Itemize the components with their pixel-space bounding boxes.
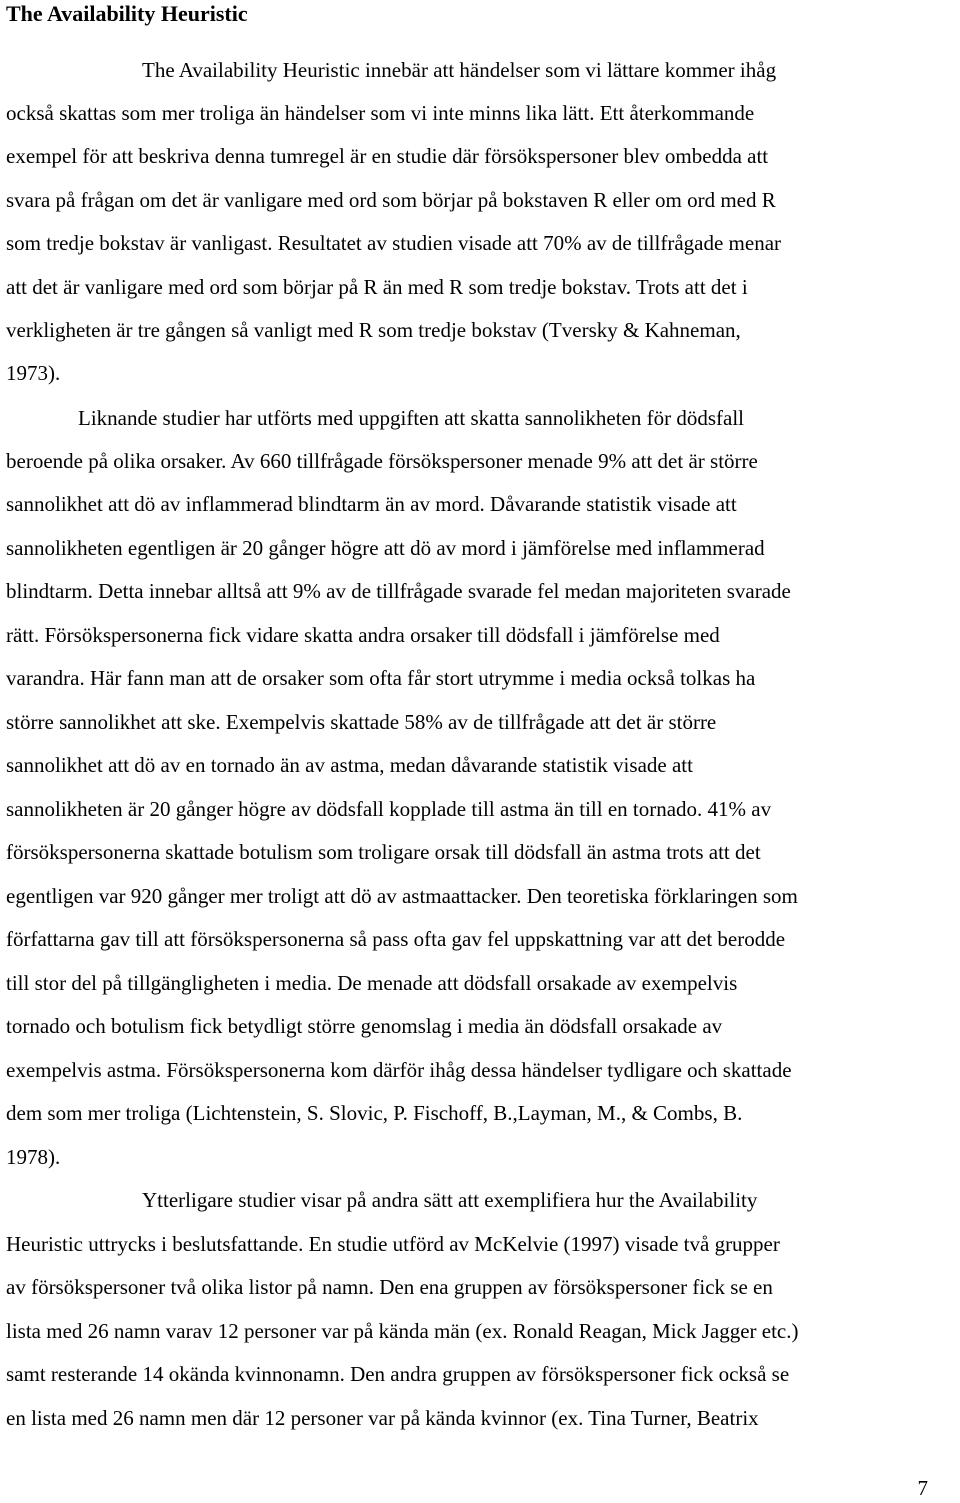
text-line: samt resterande 14 okända kvinnonamn. Den andra gruppen av försökspersoner fick också se: [6, 1362, 790, 1386]
text-line: författarna gav till att försökspersonerna så pass ofta gav fel uppskattning var att det berodde: [6, 927, 786, 951]
text-line: egentligen var 920 gånger mer troligt att dö av astmaattacker. Den teoretiska förklaringen som: [6, 884, 798, 908]
page-number: 7: [917, 1476, 928, 1500]
text-line: tornado och botulism fick betydligt större genomslag i media än dödsfall orsakade av: [6, 1014, 723, 1038]
text-line: The Availability Heuristic innebär att händelser som vi lättare kommer ihåg: [142, 58, 777, 82]
text-line: Heuristic uttrycks i beslutsfattande. En studie utförd av McKelvie (1997) visade två grupper: [6, 1232, 780, 1256]
text-line: blindtarm. Detta innebar alltså att 9% av de tillfrågade svarade fel medan majoriteten svarade: [6, 579, 791, 603]
text-line: beroende på olika orsaker. Av 660 tillfrågade försökspersoner menade 9% att det är större: [6, 449, 758, 473]
section-heading: The Availability Heuristic: [6, 1, 248, 26]
text-line: av försökspersoner två olika listor på namn. Den ena gruppen av försökspersoner fick se en: [6, 1275, 773, 1299]
text-line: sannolikheten är 20 gånger högre av dödsfall kopplade till astma än till en tornado. 41% av: [6, 797, 772, 821]
text-line: verkligheten är tre gången så vanligt med R som tredje bokstav (Tversky & Kahneman,: [6, 318, 741, 342]
text-line: sannolikhet att dö av en tornado än av astma, medan dåvarande statistik visade att: [6, 753, 693, 777]
text-line: Ytterligare studier visar på andra sätt att exemplifiera hur the Availability: [142, 1188, 758, 1212]
text-line: en lista med 26 namn men där 12 personer var på kända kvinnor (ex. Tina Turner, Beatrix: [6, 1406, 759, 1430]
text-line: dem som mer troliga (Lichtenstein, S. Slovic, P. Fischoff, B.,Layman, M., & Combs, B.: [6, 1101, 743, 1125]
text-line: 1973).: [6, 361, 61, 385]
text-line: sannolikheten egentligen är 20 gånger högre att dö av mord i jämförelse med inflammerad: [6, 536, 765, 560]
text-line: också skattas som mer troliga än händelser som vi inte minns lika lätt. Ett återkommande: [6, 101, 755, 125]
text-line: exempel för att beskriva denna tumregel är en studie där försökspersoner blev ombedda att: [6, 144, 769, 168]
text-line: lista med 26 namn varav 12 personer var på kända män (ex. Ronald Reagan, Mick Jagger etc.): [6, 1319, 799, 1343]
text-line: 1978).: [6, 1145, 61, 1169]
text-line: rätt. Försökspersonerna fick vidare skatta andra orsaker till dödsfall i jämförelse med: [6, 623, 720, 647]
text-line: sannolikhet att dö av inflammerad blindtarm än av mord. Dåvarande statistik visade att: [6, 492, 737, 516]
text-line: att det är vanligare med ord som börjar på R än med R som tredje bokstav. Trots att det i: [6, 275, 748, 299]
text-line: försökspersonerna skattade botulism som troligare orsak till dödsfall än astma trots att det: [6, 840, 761, 864]
text-line: till stor del på tillgängligheten i media. De menade att dödsfall orsakade av exempelvis: [6, 971, 738, 995]
text-line: Liknande studier har utförts med uppgiften att skatta sannolikheten för dödsfall: [78, 406, 744, 430]
text-line: exempelvis astma. Försökspersonerna kom därför ihåg dessa händelser tydligare och skattade: [6, 1058, 792, 1082]
text-line: varandra. Här fann man att de orsaker som ofta får stort utrymme i media också tolkas ha: [6, 666, 756, 690]
text-line: större sannolikhet att ske. Exempelvis skattade 58% av de tillfrågade att det är större: [6, 710, 717, 734]
text-line: svara på frågan om det är vanligare med ord som börjar på bokstaven R eller om ord med R: [6, 188, 776, 212]
text-line: som tredje bokstav är vanligast. Resultatet av studien visade att 70% av de tillfrågade menar: [6, 231, 782, 255]
